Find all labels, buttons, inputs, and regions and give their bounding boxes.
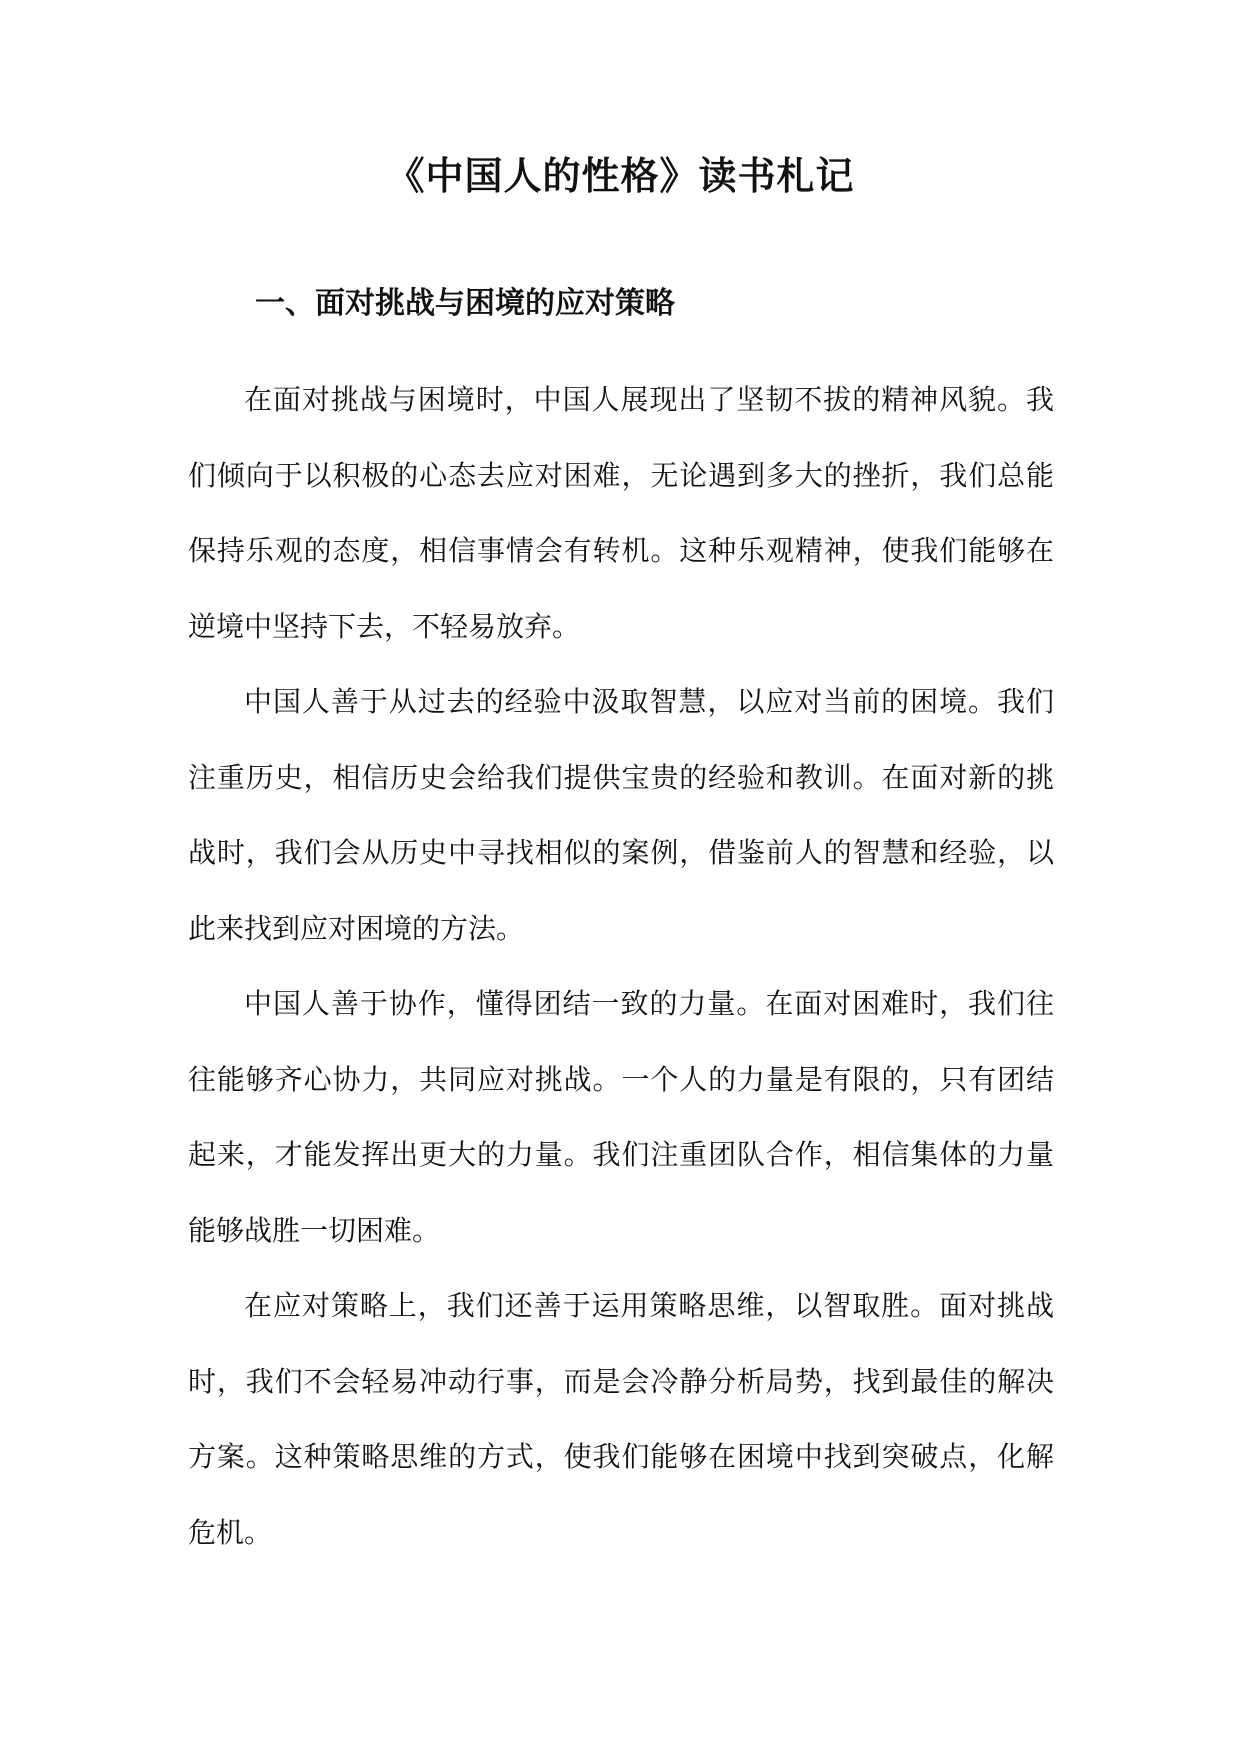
document-title: 《中国人的性格》读书札记 (386, 153, 855, 198)
paragraph: 在面对挑战与困境时，中国人展现出了坚韧不拔的精神风貌。我们倾向于以积极的心态去应对困难，无论遇到多大的挫折，我们总能保持乐观的态度，相信事情会有转机。这种乐观精神，使我们能够在逆境中坚持下去，不轻易放弃。 (188, 383, 1054, 643)
paragraph: 中国人善于从过去的经验中汲取智慧，以应对当前的困境。我们注重历史，相信历史会给我们提供宝贵的经验和教训。在面对新的挑战时，我们会从历史中寻找相似的案例，借鉴前人的智慧和经验，以此来找到应对困境的方法。 (188, 685, 1054, 945)
paragraph: 在应对策略上，我们还善于运用策略思维，以智取胜。面对挑战时，我们不会轻易冲动行事，而是会冷静分析局势，找到最佳的解决方案。这种策略思维的方式，使我们能够在困境中找到突破点，化解危机。 (188, 1289, 1054, 1549)
paragraph: 中国人善于协作，懂得团结一致的力量。在面对困难时，我们往往能够齐心协力，共同应对挑战。一个人的力量是有限的，只有团结起来，才能发挥出更大的力量。我们注重团队合作，相信集体的力量能够战胜一切困难。 (188, 987, 1054, 1247)
section-heading: 一、面对挑战与困境的应对策略 (255, 286, 675, 321)
body-text (188, 362, 1054, 1570)
